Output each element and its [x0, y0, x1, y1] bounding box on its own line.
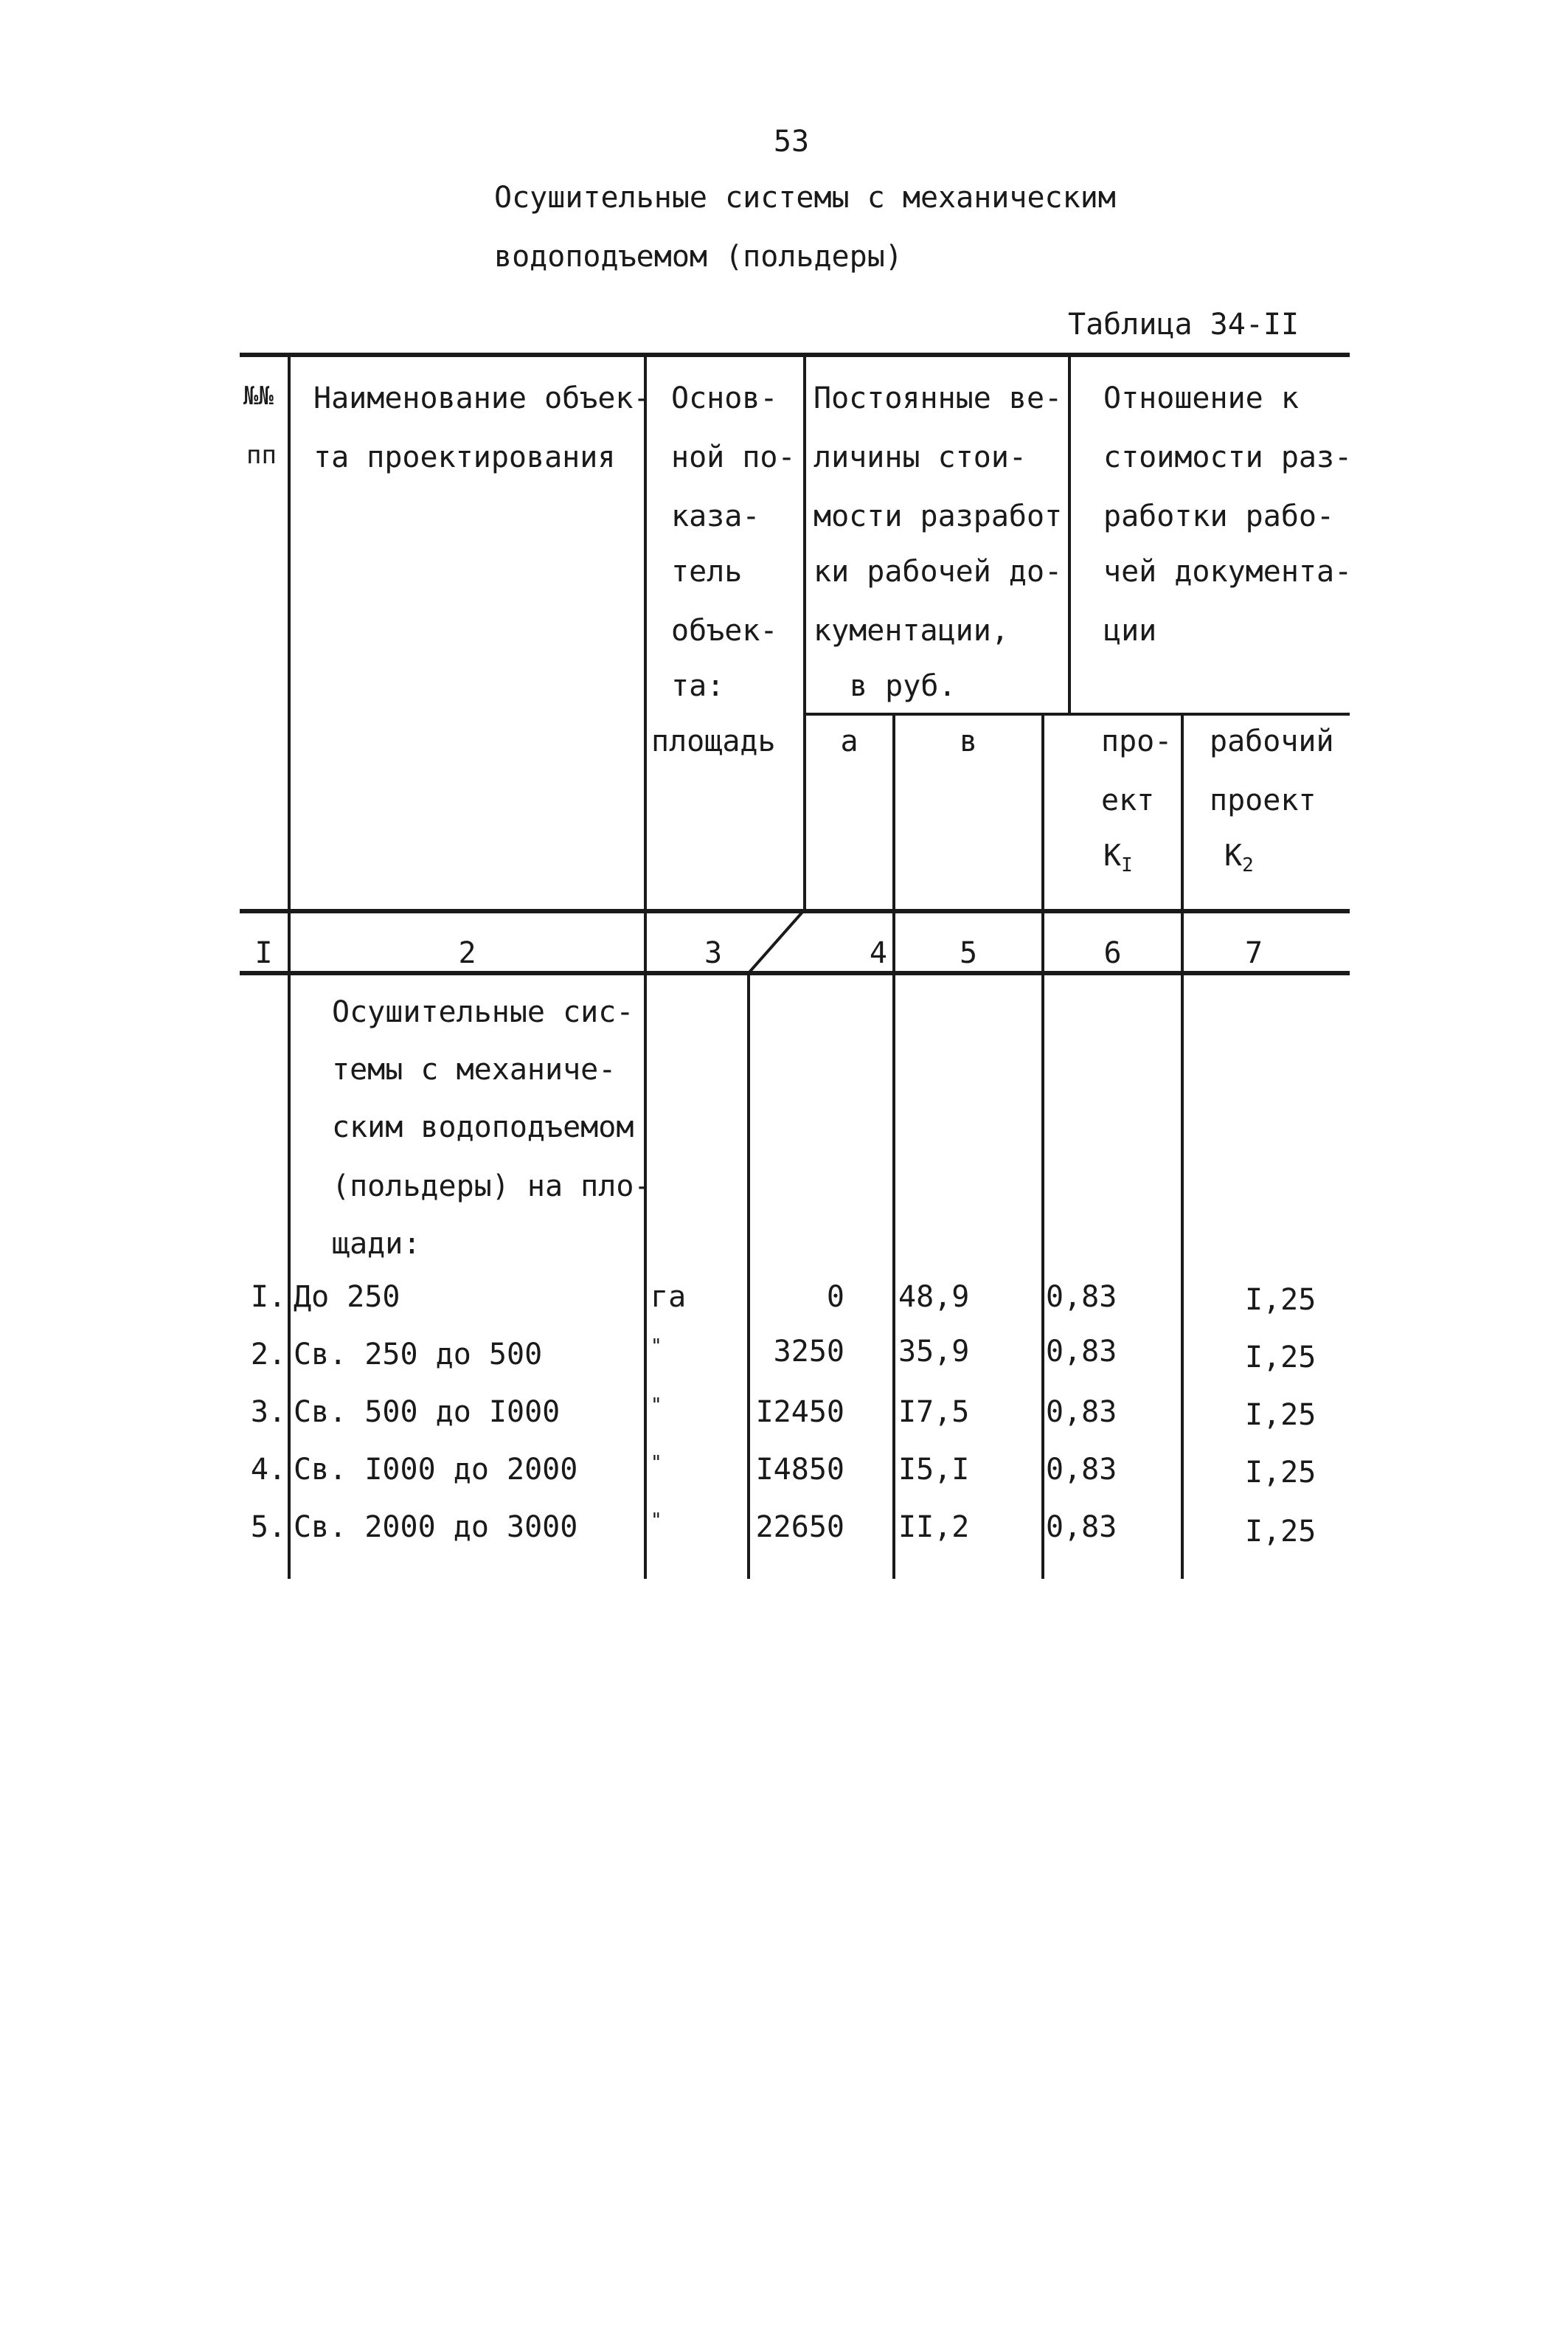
row-number: 4.	[250, 1453, 286, 1487]
row-unit: "	[651, 1394, 662, 1417]
page-number: 53	[773, 125, 810, 159]
header-ratio-line-1: Отношение к	[1103, 381, 1299, 415]
page-title-line-2: водоподъемом (польдеры)	[494, 240, 903, 274]
row-number: 2.	[250, 1338, 286, 1372]
header-indicator-line-6: та:	[671, 669, 725, 703]
row-value-b: II,2	[898, 1510, 970, 1544]
col-divider-6	[1181, 713, 1184, 1579]
header-col-b: в	[959, 724, 978, 758]
row-value-b: I7,5	[898, 1395, 970, 1429]
col-number-3: 3	[704, 936, 723, 970]
row-number: 5.	[250, 1510, 286, 1544]
col-divider-3-body	[747, 974, 750, 1579]
row-value-k1: 0,83	[1046, 1395, 1117, 1429]
row-value-k2: I,25	[1245, 1456, 1317, 1490]
header-ratio-line-5: ции	[1103, 614, 1157, 648]
header-k2-line-2: проект	[1210, 784, 1317, 817]
group-title-line-1: Осушительные сис-	[332, 995, 634, 1029]
row-number: I.	[250, 1280, 286, 1314]
col-divider-5-header	[1068, 354, 1071, 716]
header-k2-symbol: $К_2$	[1224, 839, 1254, 876]
header-cost-line-6: в руб.	[850, 669, 957, 703]
row-value-b: I5,I	[898, 1453, 970, 1487]
row-name: Св. I000 до 2000	[294, 1453, 578, 1487]
row-value-b: 35,9	[898, 1335, 970, 1369]
group-title-line-3: ским водоподъемом	[332, 1110, 634, 1144]
header-ratio-line-2: стоимости раз-	[1103, 440, 1353, 474]
col-number-1: I	[254, 936, 273, 970]
row-value-a: 22650	[755, 1510, 844, 1544]
header-ratio-line-4: чей документа-	[1103, 555, 1353, 589]
row-value-k1: 0,83	[1046, 1335, 1117, 1369]
header-num-line-2: пп	[246, 440, 277, 470]
col-number-2: 2	[458, 936, 476, 970]
row-value-k1: 0,83	[1046, 1280, 1117, 1314]
row-name: Св. 2000 до 3000	[294, 1510, 578, 1544]
group-title-line-4: (польдеры) на пло-	[332, 1169, 652, 1203]
header-cost-line-4: ки рабочей до-	[814, 555, 1063, 589]
row-unit: "	[651, 1335, 662, 1357]
col-divider-5	[1041, 713, 1044, 1579]
table-top-rule	[240, 353, 1350, 357]
header-cost-line-1: Постоянные ве-	[814, 381, 1063, 415]
row-value-a: 3250	[773, 1335, 844, 1369]
row-unit: га	[651, 1280, 687, 1314]
row-value-k2: I,25	[1245, 1341, 1317, 1374]
row-name: Св. 500 до I000	[294, 1395, 561, 1429]
header-k1-line-1: про-	[1101, 724, 1173, 758]
row-name: До 250	[294, 1280, 400, 1314]
table-label: Таблица 34-II	[1068, 308, 1300, 342]
header-col-a: а	[840, 724, 858, 758]
header-indicator-line-1: Основ-	[671, 381, 778, 415]
row-value-k1: 0,83	[1046, 1510, 1117, 1544]
row-name: Св. 250 до 500	[294, 1338, 543, 1372]
header-cost-line-3: мости разработ	[814, 499, 1063, 533]
subheader-rule	[806, 713, 1350, 716]
row-number: 3.	[250, 1395, 286, 1429]
row-unit: "	[651, 1452, 662, 1474]
header-k2-line-1: рабочий	[1210, 724, 1334, 758]
header-indicator-line-4: тель	[671, 555, 743, 589]
page-title-line-1: Осушительные системы с механическим	[494, 181, 1116, 215]
col-number-4: 4	[869, 936, 887, 970]
col-number-5: 5	[959, 936, 978, 970]
col-number-7: 7	[1244, 936, 1263, 970]
row-value-k1: 0,83	[1046, 1453, 1117, 1487]
header-k1-symbol: $К_I$	[1103, 839, 1133, 876]
header-name-line-2: та проектирования	[313, 440, 616, 474]
row-value-k2: I,25	[1245, 1283, 1317, 1317]
header-indicator-line-7: площадь	[651, 724, 776, 758]
group-title-line-5: щади:	[332, 1227, 421, 1261]
header-name-line-1: Наименование объек-	[313, 381, 651, 415]
row-value-a: 0	[826, 1280, 844, 1314]
col-divider-3-header	[803, 354, 806, 911]
row-value-k2: I,25	[1245, 1515, 1317, 1549]
group-title-line-2: темы с механиче-	[332, 1053, 617, 1087]
row-unit: "	[651, 1509, 662, 1532]
header-num-line-1: №№	[243, 381, 274, 411]
col-number-6: 6	[1103, 936, 1122, 970]
row-value-k2: I,25	[1245, 1398, 1317, 1432]
row-value-a: I4850	[755, 1453, 844, 1487]
header-indicator-line-5: объек-	[671, 614, 778, 648]
header-indicator-line-2: ной по-	[671, 440, 796, 474]
header-cost-line-2: личины стои-	[814, 440, 1027, 474]
header-cost-line-5: кументации,	[814, 614, 1009, 648]
col-divider-4	[892, 713, 895, 1579]
header-k1-line-2: ект	[1101, 784, 1155, 817]
header-ratio-line-3: работки рабо-	[1103, 499, 1335, 533]
row-value-a: I2450	[755, 1395, 844, 1429]
header-indicator-line-3: каза-	[671, 499, 760, 533]
row-value-b: 48,9	[898, 1280, 970, 1314]
